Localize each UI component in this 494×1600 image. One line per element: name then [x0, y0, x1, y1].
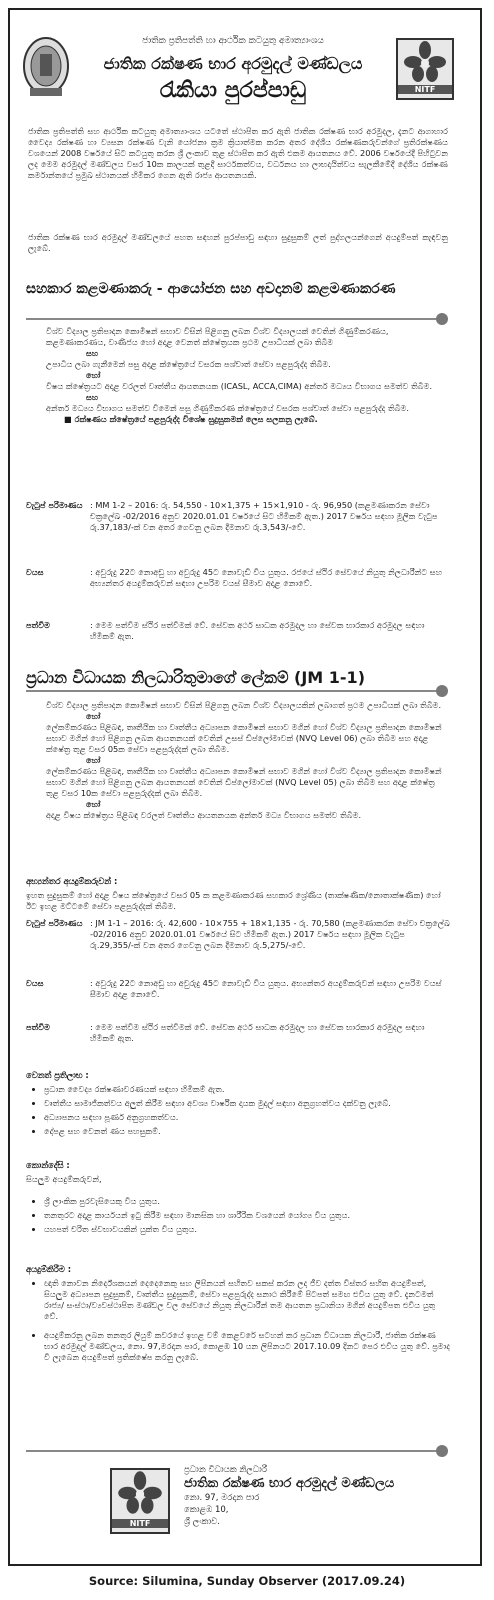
list-item: • ඥාති නොවන නිර්දේශකයන් දෙදෙනෙකු සහ ලිපිනයන් සහිතව සකස් කරන ලද ජීව දත්ත විස්තර සහිත අයදුම්පත්, සියලුම අධ්‍යාපන සුදුසුකම්, වෘත්තීය සුදුසුකම්, සේවා පළපුරුද්ද සනාථ කිරීමේ පිටපත් සමඟ එවිය යුතු වේ. දැනටමත් රාජ්‍ය/ සංස්ථා/ව්‍යවස්ථාපිත මණ්ඩල වල සේවයේ නියුතු නිලධාරීන් තම ආයතන ප්‍රධානියා මගින් අයදුම්පත එවිය යුතු වේ.	[44, 1278, 450, 1322]
position1-title: සහකාර කළමණාකරු - ආයෝජන සහ අවදානම් කළමණාකරණ	[26, 281, 396, 297]
internal-applicants-heading: අභ්‍යන්තර අයදුම්කරුවන් :	[26, 876, 118, 886]
flower-icon	[112, 1470, 168, 1516]
benefits-list	[30, 1084, 450, 1140]
address-line: නො. 97, මරදාන පාර	[184, 1493, 260, 1503]
salary-label: වැටුප් පරිමාණය	[26, 500, 83, 510]
list-item: • අධ්‍යාපනය සඳහා පූර්ණ අනුග්‍රහකත්වය.	[44, 1112, 450, 1123]
position2-qualifications	[46, 700, 446, 821]
call-paragraph: ජාතික රක්ෂණ භාර අරමුදල් මණ්ඩලයේ පහත සඳහන් පුරප්පාඩු සඳහා සුදුසුකම් ලත් පුද්ගලයන්ගෙන් අයදුම්පත් කැඳවනු ලැබේ.	[28, 232, 448, 253]
or-label: හෝ	[86, 371, 101, 380]
salary-text: : JM 1-1 – 2016: රු. 42,600 - 10×755 + 18×1,135 - රු. 70,580 (කළමණාකරන සේවා චක්‍රලේඛ -02/2016 අනුව 2020.01.01 වර්ෂයේ සිට හිමිකම් ඇත.) 2017 වර්ෂය සඳහා මූලික වැටුප රු.29,355/-ක් වන අතර ගෙවනු ලබන දීමනාව රු.5,275/-වේ.	[90, 918, 450, 950]
list-item: • යහපත් චරිත ස්වභාවයකින් යුක්ත විය යුතුය.	[44, 1224, 450, 1235]
vacancies-title: රැකියා පුරප්පාඩු	[159, 78, 307, 103]
source-caption: Source: Silumina, Sunday Observer (2017.09.24)	[88, 1574, 406, 1588]
qualification: ලේකම්කරණය පිළිබඳ, තෘතීයික හා වෘත්තීය අධ්‍යාපන කොමිෂන් සභාව මගින් හෝ විශ්ව විද්‍යාල ප්‍රතිපාදන කොමිෂන් සභාව මගින් හෝ පිළිගනු ලබන ආයතනයක් වෙතින් ඩිප්ලෝමාවක් (NVQ Level 05) ලබා තිබීම සහ අදාළ ක්ෂේත්‍ර තුළ වසර 10ක සේවා පළපුරුද්දක් ලබා තිබීම.	[46, 766, 442, 798]
and-label: සහ	[86, 349, 99, 358]
ministry-name: ජාතික ප්‍රතිපත්ති හා ආර්ථික කටයුතු අමාත්‍යාංශය	[142, 36, 324, 46]
intro-paragraph: ජාතික ප්‍රතිපත්ති සහ ආර්ථික කටයුතු අමාත්‍යාංශය යටතේ ස්ථාපිත කර ඇති ජාතික රක්ෂණ භාර අරමුදල, දැනට ආගාහාර වෛද්‍ය රක්ෂණ හා ව්‍යසන රක්ෂණ වැනි යෝජනා ක්‍රම ක්‍රියාත්මක කරන අතර දේශීය රක්ෂණකරුවන්ගේ ප්‍රතිරක්ෂණය වශයෙන් 2008 වර්ෂයේ සිට කටයුතු කරන ශ්‍රී ලංකාව තුළ ස්ථාපිත කර ඇති එකම ආයතනය වේ. 2006 වර්ෂයේදී පිහිටුවන ලද මෙම අරමුදල් මණ්ඩලය වසර 10ක කාලයක් තුළදී සාර්ථකත්වය, වර්ධනය හා ලාභදායිත්වය සැලකීමේදී දේශීය රක්ෂණ කර්මාන්තයේ ප්‍රමුඛ ස්ථානයක් හිමිකර ගෙන ඇති රාජ්‍ය ආයතනයකි.	[28, 126, 448, 180]
list-item: • අයදුම්කරනු ලබන තනතුර ලියුම් කවරයේ ඉහළ වම් කෙළවරේ සටහන් කර ප්‍රධාන විධායක නිලධාරී, ජාතික රක්ෂණ භාර අරමුදල් මණ්ඩලය, නො. 97,මරදාන පාර, කොළඹ 10 යන ලිපිනයට 2017.10.09 දිනට පෙර එවිය යුතු වේ. ප්‍රමාද වී ලැබෙන අයදුම්පත් ප්‍රතික්ෂේප කරනු ලැබේ.	[44, 1330, 450, 1363]
apply-heading: අයදුම්කිරීම :	[26, 1264, 72, 1274]
qualification: අන්තර් මධ්‍යය විභාගය සමත්ව වීමෙන් පසු ගිණුම්කරණ ක්ෂේත්‍රයේ වසරක පශ්චාත් සේවා පළපුරුද්ද තිබීම.	[46, 403, 410, 413]
age-text: : අවුරුදු 22ට නොඅඩු හා අවුරුදු 45ට නොවැඩි විය යුතුය. අභ්‍යන්තර අයදුම්කරුවන් සඳහා උපරිම වයස් සීමාව අදාළ නොවේ.	[90, 978, 442, 999]
list-item: • ශ්‍රී ලාංකික පුරවැසියෙකු විය යුතුය.	[44, 1196, 450, 1207]
list-item: • වෘත්තීය සාමාජිකත්වය අලුත් කිරීම සඳහා අවශ්‍ය වාර්ෂික දායක මුදල් සඳහා අනුග්‍රහත්වය දක්වනු ලැබේ.	[44, 1098, 450, 1109]
appointment-label: පත්වීම	[26, 1022, 50, 1032]
logo-text: NITF	[112, 1519, 168, 1528]
internal-applicants-text: ඉහත සුදුසුකම් හෝ අදාළ විෂය ක්ෂේත්‍රයේ වසර 05 ක කළමණාකරණ සහකාර ශ්‍රේණිය (තාක්ෂණික/නොතාක්ෂණික) හෝ ඊට ඉහළ මට්ටමේ සේවා පළපුරුද්දක් තිබීම.	[26, 890, 441, 911]
divider-dot	[436, 1445, 448, 1457]
address-line: කොළඹ 10,	[184, 1505, 229, 1515]
or-label: හෝ	[86, 800, 101, 809]
salary-label: වැටුප් පරිමාණය	[26, 918, 83, 928]
conditions-heading: කොන්දේසි :	[26, 1160, 70, 1170]
divider	[26, 690, 436, 692]
and-label: සහ	[86, 393, 99, 402]
list-item: • තනතුරට අදාළ කාර්යයන් ඉටු කිරීම සඳහා මානසික හා ශාරීරික වශයෙන් යෝග්‍ය විය යුතුය.	[44, 1210, 450, 1221]
address-line: ශ්‍රී ලංකාව.	[184, 1517, 220, 1527]
officer-title: ප්‍රධාන විධායක නිලධාරී	[184, 1465, 267, 1475]
divider-dot	[436, 313, 448, 325]
qualification: විශ්ව විද්‍යාල ප්‍රතිපාදන කොමිෂන් සභාව විසින් පිළිගනු ලබන විශ්ව විද්‍යාලයකින් ලබාගත් ප්‍රථම උපාධියක් ලබා තිබීම.	[46, 700, 442, 710]
age-label: වයස	[26, 567, 44, 577]
footer-address	[184, 1464, 454, 1528]
position2-title: ප්‍රධාන විධායක නිලධාරිතුමාගේ ලේකම් (JM 1-1)	[26, 668, 366, 687]
logo-text: NITF	[398, 85, 452, 94]
position1-qualifications	[46, 326, 446, 425]
nitf-logo	[110, 1468, 170, 1534]
qualification: ලේකම්කරණය පිළිබඳ, තෘතීයික හා වෘත්තීය අධ්‍යාපන කොමිෂන් සභාව මගින් හෝ විශ්ව විද්‍යාල ප්‍රතිපාදන කොමිෂන් සභාව මගින් හෝ පිළිගනු ලබන ආයතනයක් වෙතින් උසස් ඩිප්ලෝමාවක් (NVQ Level 06) ලබා තිබීම සහ අදාළ ක්ෂේත්‍ර තුළ වසර 05ක සේවා පළපුරුද්දක් ලබා තිබීම.	[46, 722, 442, 754]
special-qualification: ■ රක්ෂණය ක්ෂේත්‍රයේ පළපුරුද්ද විශේෂ සුදුසුකමක් ලෙස සලකනු ලැබේ.	[64, 414, 318, 424]
qualification: උපාධිය ලබා ගැනීමෙන් පසු අදාළ ක්ෂේත්‍රයේ වසරක පශ්චාත් සේවා පළපුරුද්ද තිබීම.	[46, 359, 331, 369]
flower-icon	[398, 40, 452, 84]
conditions-list	[30, 1196, 450, 1238]
age-text: : අවුරුදු 22ට නොඅඩු හා අවුරුදු 45ට නොවැඩි විය යුතුය. රජයේ ස්ථිර සේවයේ නියුතු නිලධාරීන්ට සහ අභ්‍යන්තර අයදුම්කරුවන් සඳහා උපරිම වයස් සීමාව අදාළ නොවේ.	[90, 567, 443, 588]
or-label: හෝ	[86, 712, 101, 721]
state-emblem-icon	[20, 32, 72, 102]
or-label: හෝ	[86, 756, 101, 765]
appointment-text: : මෙම පත්වීම ස්ථිර පත්වීමක් වේ. සේවක අර්ථ සාධක අරමුදල හා සේවක භාරකාර අරමුදල සඳහා හිමිකම් ඇත.	[90, 1022, 425, 1043]
divider-dot	[436, 685, 448, 697]
appointment-label: පත්වීම	[26, 620, 50, 630]
apply-list	[30, 1278, 450, 1366]
conditions-sub: සියලුම අයදුම්කරුවන්,	[26, 1174, 102, 1184]
appointment-text: : මෙම පත්වීම ස්ථිර පත්වීමක් වේ. සේවක අර්ථ සාධක අරමුදල හා සේවක භාරකාර අරමුදල සඳහා හිමිකම් ඇත.	[90, 620, 425, 641]
fund-name: ජාතික රක්ෂණ භාර අරමුදල් මණ්ඩලය	[103, 54, 363, 73]
divider	[26, 1450, 436, 1452]
header	[8, 30, 464, 110]
qualification: අදාළ විෂය ක්ෂේත්‍රය පිළිබඳ වරලත් වෘත්තීය ආයතනයක අන්තර් මධ්‍ය විභාගය සමත්ව තිබීම.	[46, 810, 362, 820]
qualification: විශ්ව විද්‍යාල ප්‍රතිපාදන කොමිෂන් සභාව විසින් පිළිගනු ලබන විශ්ව විද්‍යාලයක් වෙතින් ගිණුම්කරණය, කළමණාකරණය, වාණිජය හෝ අදාළ වෙනත් ක්ෂේත්‍රයක ප්‍රථම උපාධියක් ලබා තිබීම	[46, 326, 389, 347]
list-item: • දේපළ සහ වෙනත් ණය පහසුකම්.	[44, 1126, 450, 1137]
benefits-heading: වෙනත් ප්‍රතිලාභ :	[26, 1070, 89, 1080]
divider	[26, 318, 436, 320]
qualification: විෂය ක්ෂේත්‍රයට අදාළ වරලත් වෘත්තීය ආයතනයක (ICASL, ACCA,CIMA) අන්තර් මධ්‍යය විභාගය සමත්ව තිබීම.	[46, 381, 433, 391]
age-label: වයස	[26, 978, 44, 988]
nitf-logo	[396, 38, 454, 100]
list-item: • ප්‍රධාන වෛද්‍ය රක්ෂණාවරණයක් සඳහා හිමිකම් ඇත.	[44, 1084, 450, 1095]
organization-name: ජාතික රක්ෂණ භාර අරමුදල් මණ්ඩලය	[184, 1476, 395, 1491]
salary-text: : MM 1-2 – 2016: රු. 54,550 - 10×1,375 + 15×1,910 - රු. 96,950 (කළමණාකරන සේවා චක්‍රලේඛ -02/2016 අනුව 2020.01.01 වර්ෂයේ සිට හිමිකම් ඇත.) 2017 වර්ෂය සඳහා මූලික වැටුප රු.37,183/-ක් වන අතර ගෙවනු ලබන දීමනාව රු.3,543/-වේ.	[90, 500, 438, 532]
